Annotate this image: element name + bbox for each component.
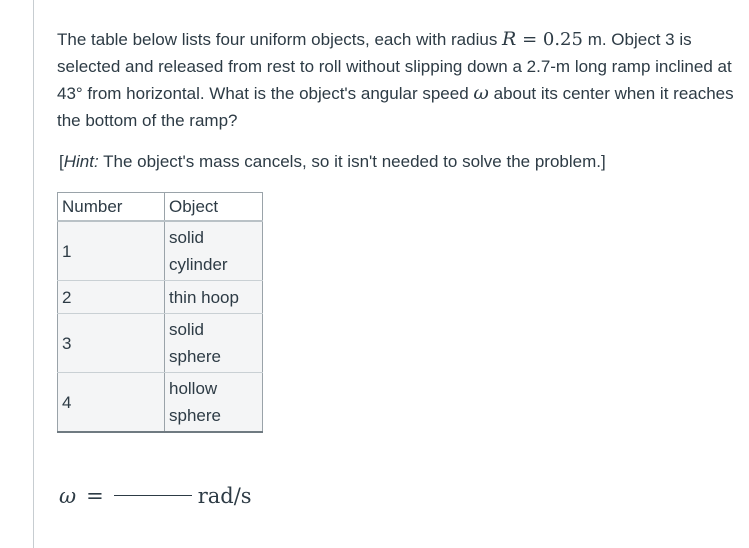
- table-row: [58, 221, 263, 281]
- left-border-rule: [33, 0, 34, 548]
- question-part3: about its center when it reaches the bottom of the ramp?: [57, 84, 734, 130]
- object-line1: solid: [169, 228, 204, 247]
- row-object: [165, 221, 263, 281]
- hint-label: Hint:: [63, 152, 99, 171]
- units-label: rad/s: [197, 484, 252, 508]
- question-content: [57, 26, 737, 433]
- row-number: 3: [58, 314, 165, 373]
- table-row: [58, 281, 263, 314]
- question-part2: m. Object 3 is selected and released from rest to roll without slipping down a 2.7-m long ramp inclined at 43° from horizontal. What is the object's angular speed: [57, 30, 732, 103]
- object-line1: thin hoop: [169, 287, 239, 307]
- row-object: [165, 281, 263, 314]
- question-part1: The table below lists four uniform objects, each with radius: [57, 30, 503, 49]
- omega-symbol-inline: ω: [473, 82, 489, 104]
- row-object: [165, 373, 263, 433]
- equals-sign: =: [86, 484, 104, 508]
- angular-speed-input[interactable]: [114, 494, 192, 496]
- object-line2: sphere: [169, 347, 221, 366]
- row-number: 2: [58, 281, 165, 314]
- row-number: 4: [58, 373, 165, 433]
- hint-bracket: [: [59, 152, 64, 171]
- question-text: [57, 26, 737, 134]
- object-line2: cylinder: [169, 255, 228, 274]
- hint-body: The object's mass cancels, so it isn't needed to solve the problem.]: [98, 152, 606, 171]
- radius-symbol: R: [502, 28, 517, 50]
- table-row: [58, 314, 263, 373]
- table-row: [58, 373, 263, 433]
- header-object: Object: [165, 193, 263, 222]
- object-line2: sphere: [169, 406, 221, 425]
- object-line1: solid: [169, 320, 204, 339]
- object-line1: hollow: [169, 379, 218, 398]
- row-object: [165, 314, 263, 373]
- header-number: Number: [58, 193, 165, 222]
- radius-value: = 0.25: [516, 29, 583, 50]
- objects-table: [57, 192, 263, 433]
- hint-text: [59, 150, 737, 174]
- table-header-row: [58, 193, 263, 222]
- answer-row: [59, 484, 252, 508]
- row-number: 1: [58, 221, 165, 281]
- omega-symbol: ω: [59, 484, 77, 508]
